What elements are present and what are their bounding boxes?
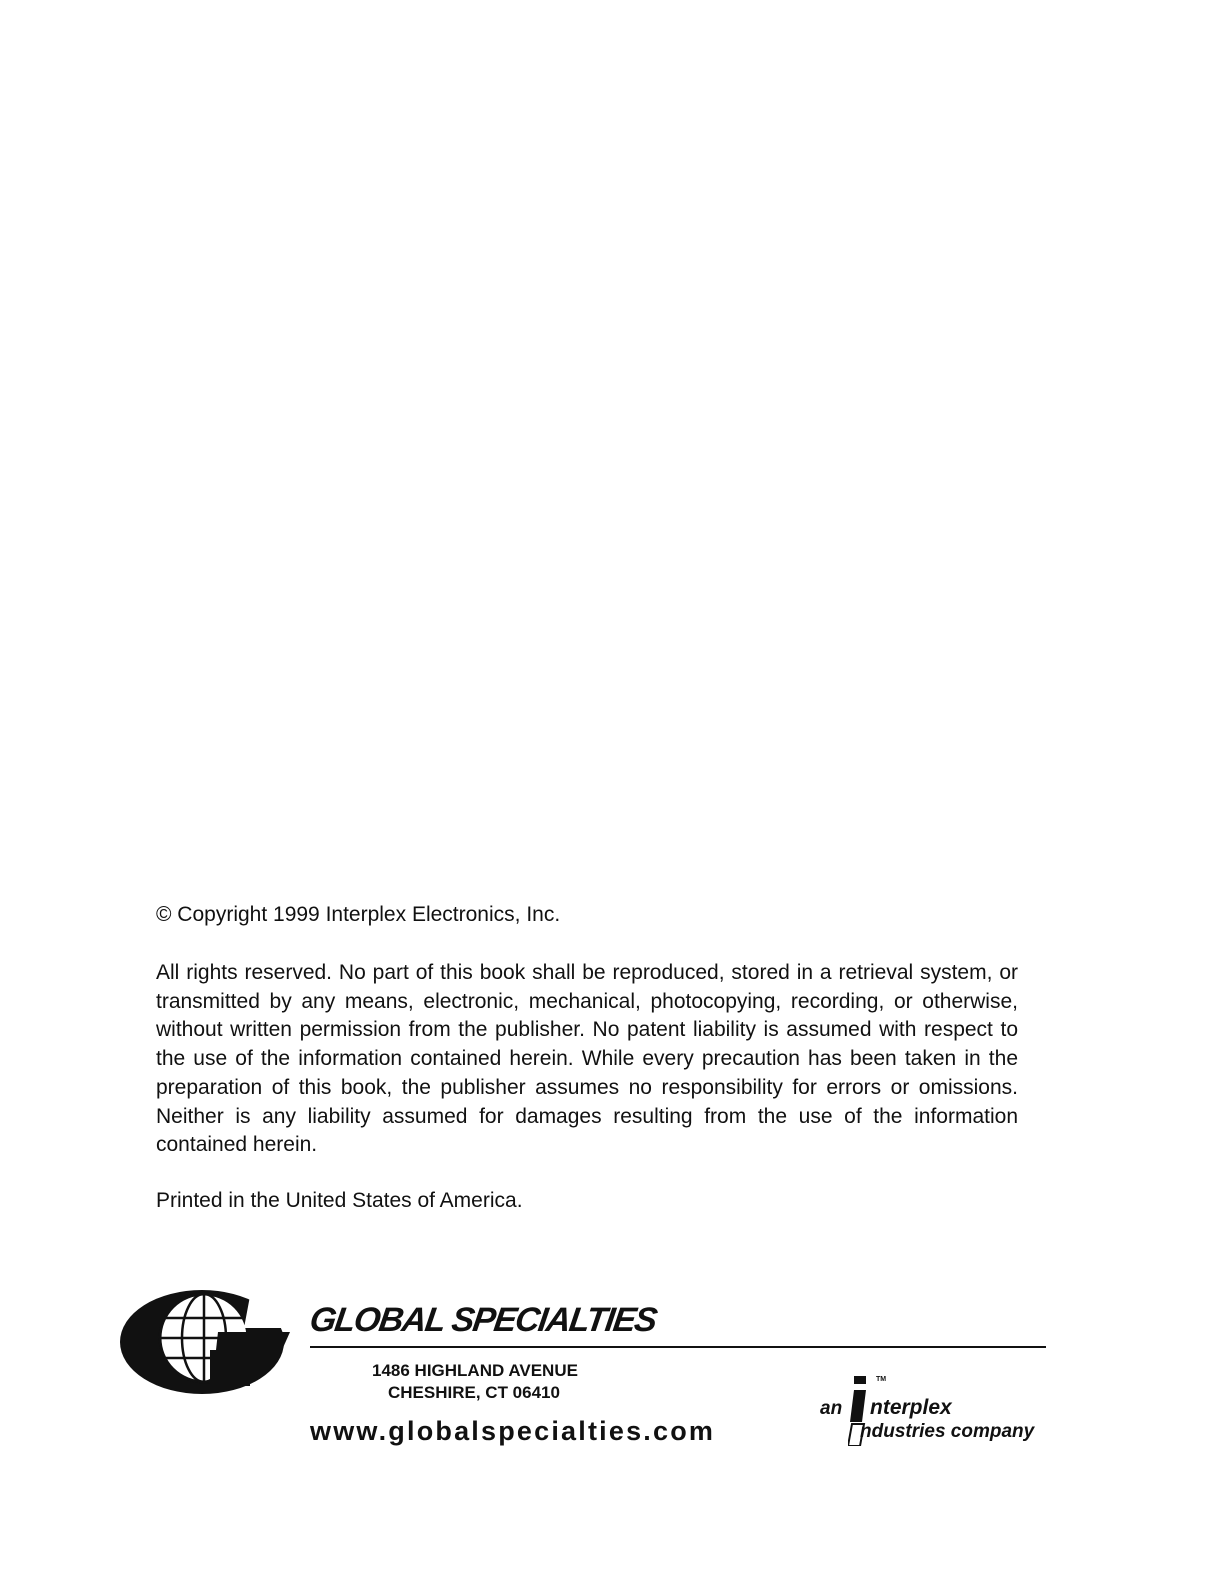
interplex-prefix: an — [820, 1398, 843, 1419]
interplex-company-logo — [820, 1376, 1060, 1448]
rights-reserved-paragraph: All rights reserved. No part of this book shall be reproduced, stored in a retrieval system, or transmitted by any means, electronic, mechanical, photocopying, recording, or otherwise, without written permission from the publisher. No patent liability is assumed with respect to the use of the information contained herein. While every precaution has been taken in the preparation of this book, the publisher assumes no responsibility for errors or omissions. Neither is any liability assumed for damages resulting from the use of the information contained herein. — [156, 961, 1018, 1157]
trademark-symbol: TM — [876, 1376, 887, 1383]
copyright-notice: © Copyright 1999 Interplex Electronics, Inc. — [156, 903, 561, 926]
globe-g-logo-icon — [118, 1288, 290, 1396]
address-line-1: 1486 HIGHLAND AVENUE — [372, 1361, 578, 1380]
website-url: www.globalspecialties.com — [310, 1416, 716, 1446]
printed-in-notice: Printed in the United States of America. — [156, 1189, 523, 1212]
interplex-name-line-2: ndustries company — [860, 1421, 1035, 1442]
interplex-name-line-1: nterplex — [870, 1396, 952, 1419]
company-address — [372, 1360, 578, 1404]
brand-name: GLOBAL SPECIALTIES — [307, 1301, 659, 1339]
address-line-2: CHESHIRE, CT 06410 — [388, 1383, 560, 1402]
brand-divider — [310, 1346, 1046, 1348]
